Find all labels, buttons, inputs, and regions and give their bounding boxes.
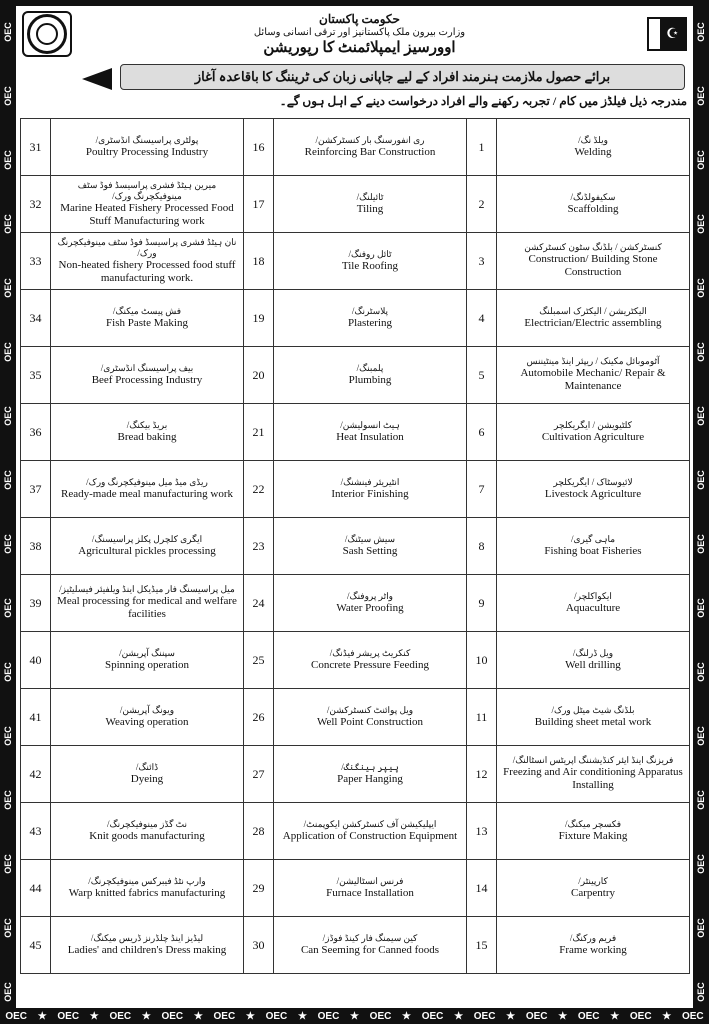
trade-urdu: فش پیسٹ میکنگ/ — [112, 306, 182, 316]
trade-urdu: سپننگ آپریشن/ — [119, 648, 175, 658]
border-label: OEC — [696, 598, 707, 618]
table-row — [21, 575, 690, 632]
border-label: OEC — [3, 214, 14, 234]
star-icon: ★ — [193, 1010, 203, 1022]
table-row — [21, 233, 690, 290]
trade-cell — [51, 575, 244, 632]
trade-urdu: انٹیریئر فینشنگ/ — [340, 477, 400, 487]
oec-logo — [22, 11, 72, 57]
trade-urdu: لیڈیز اینڈ چلڈرنز ڈریس میکنگ/ — [90, 933, 204, 943]
trade-cell — [51, 404, 244, 461]
serial-number: 12 — [467, 746, 497, 803]
table-row — [21, 461, 690, 518]
border-label: OEC — [3, 342, 14, 362]
trade-cell — [274, 746, 467, 803]
border-label: OEC — [3, 278, 14, 298]
trade-cell — [51, 689, 244, 746]
trade-cell — [497, 632, 690, 689]
government-title: حکومت پاکستان — [319, 11, 400, 26]
serial-number: 45 — [21, 917, 51, 974]
serial-number: 3 — [467, 233, 497, 290]
serial-number: 36 — [21, 404, 51, 461]
serial-number: 40 — [21, 632, 51, 689]
table-row — [21, 860, 690, 917]
border-label: OEC — [696, 86, 707, 106]
trade-cell — [274, 290, 467, 347]
trade-cell — [274, 632, 467, 689]
serial-number: 14 — [467, 860, 497, 917]
trade-cell — [497, 233, 690, 290]
trade-english: Marine Heated Fishery Processed Food Stuff Manufacturing work — [60, 201, 234, 227]
trade-urdu: کارپینٹر/ — [578, 876, 608, 886]
border-label: OEC — [696, 662, 707, 682]
trade-cell — [497, 518, 690, 575]
trade-english: Fixture Making — [558, 829, 628, 842]
serial-number: 25 — [244, 632, 274, 689]
trade-english: Interior Finishing — [331, 487, 409, 500]
trade-cell — [51, 290, 244, 347]
border-label: OEC — [696, 534, 707, 554]
header-titles — [72, 12, 647, 57]
border-label: OEC — [161, 1010, 184, 1022]
trade-cell — [497, 689, 690, 746]
border-label: OEC — [3, 662, 14, 682]
trade-english: Furnace Installation — [326, 886, 414, 899]
trade-english: Spinning operation — [104, 658, 190, 671]
star-icon: ★ — [141, 1010, 151, 1022]
intro-text: مندرجہ ذیل فیلڈز میں کام / تجربہ رکھنے والے افراد درخواست دینے کے اہل ہوں گے۔ — [279, 94, 687, 108]
border-label: OEC — [3, 470, 14, 490]
trade-urdu: فرنس انسٹالیشن/ — [336, 876, 404, 886]
trade-urdu: ری انفورسنگ بار کنسٹرکشن/ — [315, 135, 425, 145]
trade-cell — [51, 860, 244, 917]
border-label: OEC — [696, 22, 707, 42]
serial-number: 17 — [244, 176, 274, 233]
trade-english: Scaffolding — [567, 202, 619, 215]
serial-number: 6 — [467, 404, 497, 461]
trade-english: Paper Hanging — [337, 772, 403, 785]
border-label: OEC — [696, 790, 707, 810]
trade-urdu: ایگری کلچرل پکلز پراسیسنگ/ — [91, 534, 203, 544]
border-label: OEC — [3, 598, 14, 618]
border-label: OEC — [525, 1010, 548, 1022]
trade-cell — [51, 119, 244, 176]
trade-english: Can Seeming for Canned foods — [300, 943, 440, 956]
trade-urdu: الیکٹریشن / الیکٹرک اسمبلنگ — [539, 306, 647, 316]
trade-cell — [497, 176, 690, 233]
serial-number: 16 — [244, 119, 274, 176]
trade-english: Electrician/Electric assembling — [524, 316, 662, 329]
trade-urdu: سیش سیٹنگ/ — [344, 534, 396, 544]
trade-cell — [274, 176, 467, 233]
trade-english: Well Point Construction — [316, 715, 424, 728]
border-label: OEC — [369, 1010, 392, 1022]
star-icon: ★ — [350, 1010, 359, 1022]
star-icon: ★ — [245, 1010, 255, 1022]
trade-urdu: ایپلیکیشن آف کنسٹرکشن ایکوپمنٹ/ — [303, 819, 437, 829]
trade-urdu: کین سیمنگ فار کینڈ فوڈز/ — [322, 933, 418, 943]
border-label: OEC — [109, 1010, 132, 1022]
trade-urdu: ماہی گیری/ — [570, 534, 616, 544]
trade-urdu: کنسٹرکشن / بلڈنگ سٹون کنسٹرکشن — [524, 242, 662, 253]
trade-cell — [497, 347, 690, 404]
trade-urdu: نٹ گڈز مینوفیکچرنگ/ — [107, 819, 187, 829]
trade-cell — [51, 746, 244, 803]
pakistan-emblem-icon: ☪ — [647, 17, 687, 51]
star-icon: ★ — [89, 1010, 99, 1022]
trade-english: Beef Processing Industry — [91, 373, 203, 386]
border-label: OEC — [421, 1010, 444, 1022]
trade-english: Concrete Pressure Feeding — [311, 658, 429, 671]
border-label: OEC — [696, 726, 707, 746]
trade-english: Welding — [574, 145, 612, 158]
serial-number: 9 — [467, 575, 497, 632]
trade-cell — [51, 632, 244, 689]
trade-urdu: کنکریٹ پریشر فیڈنگ/ — [329, 648, 411, 658]
right-border — [693, 0, 709, 1024]
trade-urdu: ایکواکلچر/ — [574, 591, 612, 601]
serial-number: 22 — [244, 461, 274, 518]
trade-cell — [497, 746, 690, 803]
border-label: OEC — [629, 1010, 652, 1022]
serial-number: 27 — [244, 746, 274, 803]
trade-english: Tiling — [356, 202, 384, 215]
trade-urdu: ٹائل روفنگ/ — [348, 249, 392, 259]
border-label: OEC — [57, 1010, 80, 1022]
border-label: OEC — [696, 342, 707, 362]
trade-cell — [51, 347, 244, 404]
trade-english: Aquaculture — [565, 601, 621, 614]
trade-urdu: ویل پوائنٹ کنسٹرکشن/ — [326, 705, 414, 715]
trade-cell — [51, 461, 244, 518]
trade-cell — [497, 119, 690, 176]
border-label: OEC — [696, 406, 707, 426]
serial-number: 33 — [21, 233, 51, 290]
trade-cell — [274, 860, 467, 917]
serial-number: 32 — [21, 176, 51, 233]
star-icon: ★ — [610, 1010, 620, 1022]
trade-cell — [497, 461, 690, 518]
trade-english: Automobile Mechanic/ Repair & Maintenance — [520, 367, 666, 393]
trade-urdu: فریم ورکنگ/ — [569, 933, 617, 943]
trade-urdu: سکیفولڈنگ/ — [570, 192, 616, 202]
border-label: OEC — [681, 1010, 704, 1022]
table-row — [21, 518, 690, 575]
star-icon: ★ — [37, 1010, 47, 1022]
trade-urdu: آٹوموبائل مکینک / ریپئر اینڈ مینٹیننس — [526, 356, 660, 367]
trade-urdu: بریڈ بیکنگ/ — [126, 420, 168, 430]
serial-number: 7 — [467, 461, 497, 518]
border-label: OEC — [317, 1010, 340, 1022]
trade-english: Construction/ Building Stone Construction — [528, 253, 658, 279]
table-row — [21, 689, 690, 746]
border-label: OEC — [696, 918, 707, 938]
ministry-title: وزارت بیرون ملک پاکستانیز اور ترقی انسانی وسائل — [253, 26, 466, 38]
trade-english: Water Proofing — [336, 601, 404, 614]
trade-english: Sash Setting — [342, 544, 398, 557]
border-label: OEC — [696, 470, 707, 490]
border-label: OEC — [696, 150, 707, 170]
table-row — [21, 176, 690, 233]
trade-english: Well drilling — [565, 658, 621, 671]
serial-number: 43 — [21, 803, 51, 860]
trade-cell — [51, 233, 244, 290]
border-label: OEC — [213, 1010, 236, 1022]
serial-number: 24 — [244, 575, 274, 632]
trade-english: Building sheet metal work — [534, 715, 652, 728]
trade-english: Agricultural pickles processing — [78, 544, 216, 557]
organization-title: اوورسیز ایمپلائمنٹ کا رپوریشن — [263, 39, 456, 56]
trade-cell — [274, 119, 467, 176]
trade-english: Tile Roofing — [341, 259, 399, 272]
trade-english: Ready-made meal manufacturing work — [61, 487, 233, 500]
serial-number: 21 — [244, 404, 274, 461]
star-icon: ★ — [454, 1010, 464, 1022]
serial-number: 18 — [244, 233, 274, 290]
trade-urdu: نان ہیٹڈ فشری پراسیسڈ فوڈ سٹف مینوفیکچرنگ ورک/ — [57, 237, 237, 258]
serial-number: 23 — [244, 518, 274, 575]
border-label: OEC — [3, 406, 14, 426]
serial-number: 31 — [21, 119, 51, 176]
trade-cell — [274, 689, 467, 746]
serial-number: 29 — [244, 860, 274, 917]
star-icon: ★ — [558, 1010, 568, 1022]
arrow-icon — [82, 68, 112, 90]
trade-urdu: بیف پراسیسنگ انڈسٹری/ — [100, 363, 194, 373]
trade-english: Warp knitted fabrics manufacturing — [68, 886, 226, 899]
border-label: OEC — [696, 214, 707, 234]
trade-urdu: ہیٹ انسولیشن/ — [340, 420, 400, 430]
serial-number: 38 — [21, 518, 51, 575]
star-icon: ★ — [662, 1010, 672, 1022]
serial-number: 5 — [467, 347, 497, 404]
trade-cell — [274, 347, 467, 404]
trade-urdu: پولٹری پراسیسنگ انڈسٹری/ — [95, 135, 199, 145]
trade-urdu: ریڈی میڈ میل مینوفیکچرنگ ورک/ — [86, 477, 208, 487]
table-row — [21, 917, 690, 974]
table-row — [21, 119, 690, 176]
border-label: OEC — [696, 278, 707, 298]
trade-english: Cultivation Agriculture — [541, 430, 645, 443]
trade-cell — [497, 917, 690, 974]
trade-english: Heat Insulation — [336, 430, 404, 443]
border-label: OEC — [5, 1010, 28, 1022]
border-label: OEC — [3, 726, 14, 746]
trade-cell — [51, 176, 244, 233]
border-label: OEC — [696, 982, 707, 1002]
trade-english: Bread baking — [117, 430, 177, 443]
table-row — [21, 404, 690, 461]
trade-cell — [274, 233, 467, 290]
trade-english: Livestock Agriculture — [544, 487, 642, 500]
table-row — [21, 746, 690, 803]
trade-urdu: پلمبنگ/ — [356, 363, 384, 373]
trade-urdu: ویونگ آپریشن/ — [119, 705, 175, 715]
serial-number: 34 — [21, 290, 51, 347]
serial-number: 28 — [244, 803, 274, 860]
trade-urdu: کلٹیویشن / ایگریکلچر — [554, 420, 632, 430]
trade-english: Plastering — [348, 316, 392, 329]
table-row — [21, 632, 690, 689]
table-row — [21, 803, 690, 860]
border-label: OEC — [577, 1010, 600, 1022]
trade-english: Carpentry — [571, 886, 615, 899]
trade-urdu: ڈائنگ/ — [135, 762, 159, 772]
trade-urdu: میرین ہیٹڈ فشری پراسیسڈ فوڈ سٹف مینوفیکچرنگ ورک/ — [77, 180, 217, 201]
serial-number: 37 — [21, 461, 51, 518]
trade-english: Non-heated fishery Processed food stuff manufacturing work. — [58, 258, 236, 284]
serial-number: 4 — [467, 290, 497, 347]
trade-cell — [274, 917, 467, 974]
bottom-border — [0, 1008, 709, 1024]
serial-number: 19 — [244, 290, 274, 347]
serial-number: 41 — [21, 689, 51, 746]
border-label: OEC — [696, 854, 707, 874]
border-label: OEC — [473, 1010, 496, 1022]
table-row — [21, 347, 690, 404]
trade-cell — [274, 404, 467, 461]
serial-number: 8 — [467, 518, 497, 575]
serial-number: 35 — [21, 347, 51, 404]
trade-cell — [497, 404, 690, 461]
border-label: OEC — [3, 86, 14, 106]
trade-english: Fish Paste Making — [106, 316, 188, 329]
border-label: OEC — [3, 982, 14, 1002]
serial-number: 39 — [21, 575, 51, 632]
serial-number: 20 — [244, 347, 274, 404]
trade-english: Reinforcing Bar Construction — [304, 145, 436, 158]
header — [16, 6, 693, 62]
trade-english: Frame working — [559, 943, 627, 956]
border-label: OEC — [3, 534, 14, 554]
star-icon: ★ — [402, 1010, 412, 1022]
trade-cell — [51, 803, 244, 860]
border-label: OEC — [3, 790, 14, 810]
trade-english: Ladies' and children's Dress making — [67, 943, 227, 956]
trade-cell — [274, 575, 467, 632]
trade-english: Weaving operation — [105, 715, 189, 728]
trade-urdu: میل پراسیسنگ فار میڈیکل اینڈ ویلفیئر فیسلیٹیز/ — [59, 584, 235, 595]
trade-cell — [274, 461, 467, 518]
border-label: OEC — [3, 150, 14, 170]
star-icon: ★ — [506, 1010, 516, 1022]
trade-english: Dyeing — [130, 772, 164, 785]
trade-urdu: وارپ نٹڈ فیبرکس مینوفیکچرنگ/ — [88, 876, 206, 886]
serial-number: 30 — [244, 917, 274, 974]
border-label: OEC — [3, 854, 14, 874]
trade-urdu: ویلڈ نگ/ — [578, 135, 608, 145]
trades-table — [20, 118, 690, 974]
trade-english: Freezing and Air conditioning Apparatus Installing — [503, 766, 683, 792]
trade-urdu: پلاسٹرنگ/ — [351, 306, 389, 316]
trade-cell — [51, 917, 244, 974]
trade-urdu: پیپر ہینگنگ/ — [341, 762, 399, 772]
border-label: OEC — [3, 22, 14, 42]
trade-urdu: واٹر پروفنگ/ — [347, 591, 393, 601]
trade-urdu: ویل ڈرلنگ/ — [572, 648, 614, 658]
trade-english: Fishing boat Fisheries — [544, 544, 642, 557]
trade-urdu: لائیوسٹاک / ایگریکلچر — [553, 477, 633, 487]
serial-number: 10 — [467, 632, 497, 689]
trade-cell — [51, 518, 244, 575]
serial-number: 1 — [467, 119, 497, 176]
left-border — [0, 0, 16, 1024]
serial-number: 15 — [467, 917, 497, 974]
border-label: OEC — [265, 1010, 288, 1022]
trade-english: Application of Construction Equipment — [282, 829, 458, 842]
serial-number: 44 — [21, 860, 51, 917]
trade-cell — [497, 803, 690, 860]
trade-urdu: فریزنگ اینڈ ایئر کنڈیشننگ اپریٹس انسٹالنگ/ — [512, 755, 674, 766]
trade-cell — [274, 803, 467, 860]
announcement-banner: برائے حصول ملازمت ہنرمند افراد کے لیے جاپانی زبان کی ٹریننگ کا باقاعدہ آغاز — [120, 64, 685, 90]
trade-cell — [497, 575, 690, 632]
trade-urdu: ٹائیلنگ/ — [356, 192, 384, 202]
serial-number: 42 — [21, 746, 51, 803]
serial-number: 13 — [467, 803, 497, 860]
trade-cell — [497, 860, 690, 917]
serial-number: 26 — [244, 689, 274, 746]
trade-english: Plumbing — [348, 373, 392, 386]
trade-english: Meal processing for medical and welfare facilities — [57, 595, 237, 621]
star-icon: ★ — [297, 1010, 307, 1022]
trade-cell — [497, 290, 690, 347]
serial-number: 11 — [467, 689, 497, 746]
table-row — [21, 290, 690, 347]
trade-urdu: بلڈنگ شیٹ میٹل ورک/ — [551, 705, 635, 715]
trade-urdu: فکسچر میکنگ/ — [564, 819, 622, 829]
trade-english: Knit goods manufacturing — [89, 829, 205, 842]
border-label: OEC — [3, 918, 14, 938]
trade-english: Poultry Processing Industry — [85, 145, 209, 158]
serial-number: 2 — [467, 176, 497, 233]
trade-cell — [274, 518, 467, 575]
